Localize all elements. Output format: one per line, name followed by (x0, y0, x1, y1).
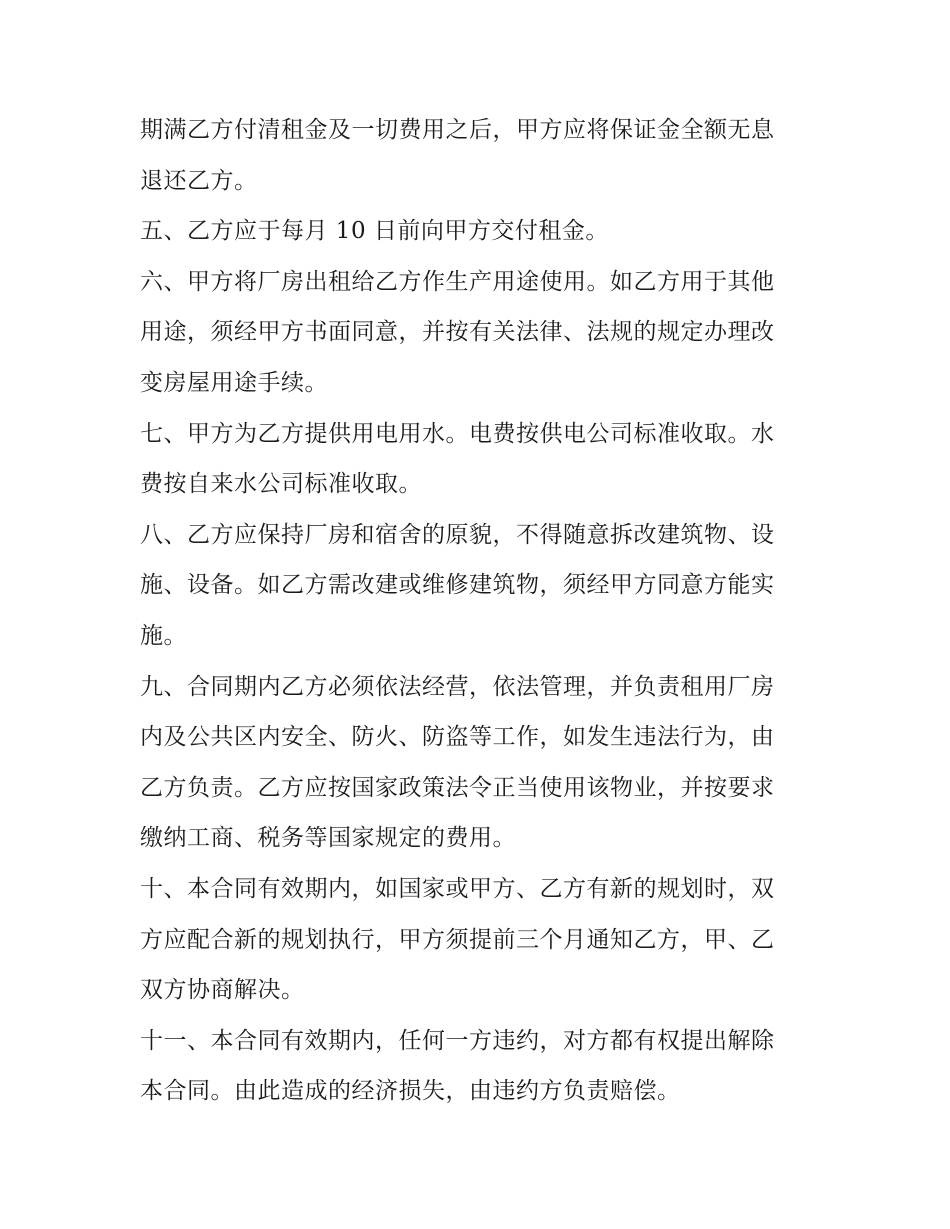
text-line: 十、本合同有效期内，如国家或甲方、乙方有新的规划时，双 (140, 875, 775, 902)
text-line: 费按自来水公司标准收取。 (140, 471, 422, 498)
text-line: 方应配合新的规划执行，甲方须提前三个月通知乙方，甲、乙 (140, 926, 775, 953)
text-line: 施。 (140, 622, 187, 649)
text-line: 六、甲方将厂房出租给乙方作生产用途使用。如乙方用于其他 (140, 268, 775, 295)
text-line: 八、乙方应保持厂房和宿舍的原貌，不得随意拆改建筑物、设 (140, 521, 775, 548)
text-line: 十一、本合同有效期内，任何一方违约，对方都有权提出解除 (140, 1027, 775, 1054)
text-line: 九、合同期内乙方必须依法经营，依法管理，并负责租用厂房 (140, 673, 775, 700)
text-line: 本合同。由此造成的经济损失，由违约方负责赔偿。 (140, 1078, 681, 1105)
text-line: 乙方负责。乙方应按国家政策法令正当使用该物业，并按要求 (140, 774, 775, 801)
text-line: 退还乙方。 (140, 167, 258, 194)
text-line: 用途，须经甲方书面同意，并按有关法律、法规的规定办理改 (140, 319, 775, 346)
text-line: 双方协商解决。 (140, 977, 305, 1004)
text-line: 五、乙方应于每月 10 日前向甲方交付租金。 (140, 218, 609, 245)
text-line: 期满乙方付清租金及一切费用之后，甲方应将保证金全额无息 (140, 117, 775, 143)
document-body (140, 105, 820, 1117)
text-line: 缴纳工商、税务等国家规定的费用。 (140, 825, 516, 852)
text-line: 内及公共区内安全、防火、防盗等工作，如发生违法行为，由 (140, 724, 775, 751)
text-line: 变房屋用途手续。 (140, 369, 328, 396)
text-line: 七、甲方为乙方提供用电用水。电费按供电公司标准收取。水 (140, 420, 775, 447)
text-line: 施、设备。如乙方需改建或维修建筑物，须经甲方同意方能实 (140, 572, 775, 599)
